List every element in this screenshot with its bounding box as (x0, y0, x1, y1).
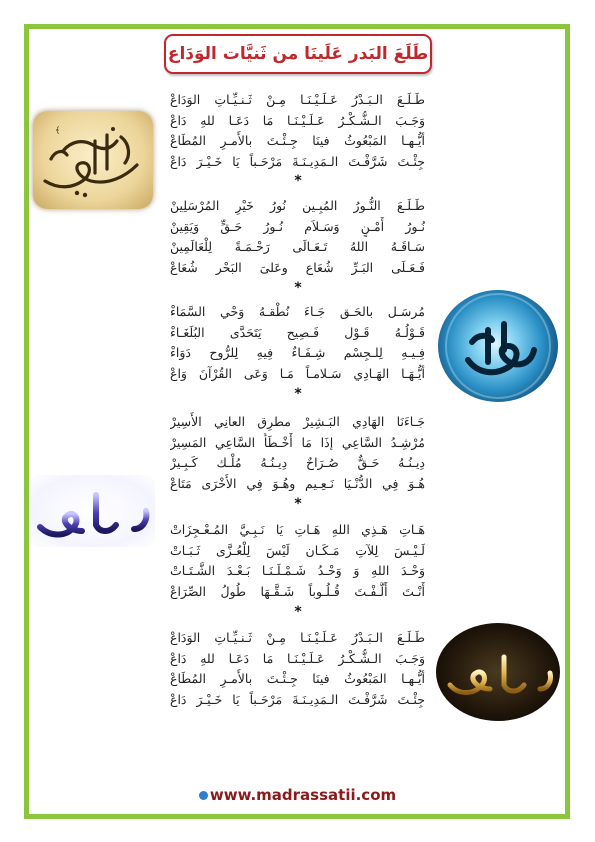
verse-line: وَجَـبَ الـشُّـكْـرُ عَـلَـيْـنَـا مَا دَعَـا للهِ دَاعْ (170, 112, 425, 128)
stanza-4 (170, 412, 425, 494)
footer-website-link[interactable]: www.madrassatii.com (209, 786, 397, 804)
separator-star: * (294, 604, 302, 620)
verse-line: هَـاتِ هَـذِي اللهِ هَـاتِ يَا نَـبِـيَّ المُـعْـجِزَاتْ (170, 522, 425, 537)
verse-line: مُرسَـل بالحَـق جَـاءَ نُطْقـهُ وَحْي السَّمَاءْ (170, 304, 425, 319)
calligraphy-art-1 (33, 111, 153, 209)
separator-star: * (294, 386, 302, 402)
verse-line: فِـيـهِ لِلـجِسْم شِـفَـاءٌ فِيهِ لِلرُّوح دَوَاءْ (170, 345, 425, 360)
calligraphy-art-2 (438, 290, 558, 402)
stanza-5 (170, 520, 425, 602)
separator-star: * (294, 496, 302, 512)
calligraphy-art-4 (436, 623, 560, 721)
verse-line: لَـيْـسَ لِلآتِ مَـكَـان لَيْسَ لِلْعُـزَّى ثَـبَـاتْ (170, 542, 425, 558)
verse-line: دِيـنُـهُ حَـقٌّ صُـرَاحٌ دِيـنُـهُ مُلْـك كَـبِـيرْ (170, 455, 425, 470)
verse-line: جِئْـتَ شَرَّفْـتَ الـمَدِيـنَـةَ مَرْحَـباً يَا خَـيْـرَ دَاعْ (170, 691, 425, 707)
verse-line: قَـوْلُـهُ قَـوْل فَـصِيح يَتَحَدَّى البُلَغَـاءْ (170, 324, 425, 340)
verse-line: وَجَـبَ الـشُّـكْـرُ عَـلَـيْـنَـا مَا دَعَـا للهِ دَاعْ (170, 650, 425, 666)
verse-line: أيُّـهـا المَبْعُوثُ فينَا جِـئْـتَ بالأَمـرِ المُطَاعْ (170, 671, 425, 686)
separator-star: * (294, 280, 302, 296)
verse-line: جِئْـتَ شَرَّفْـتَ الـمَدِيـنَـةَ مَرْحَـباً يَا خَـيْـرَ دَاعْ (170, 153, 425, 169)
svg-text:﴾: ﴾ (55, 126, 61, 136)
calligraphy-image-2 (438, 290, 558, 402)
footer (0, 785, 595, 804)
stanza-3 (170, 302, 425, 384)
verse-line: نُـورُ أَمْـنٍ وَسَـلاَم نُـورُ حَـقٍّ وَيَقِينْ (170, 218, 425, 234)
stanza-1 (170, 90, 425, 172)
verse-line: طَـلَـعَ الـبَـدْرُ عَـلَـيْـنَـا مِـنْ ثَـنـيِّـاتِ الوَدَاعْ (170, 92, 425, 107)
verse-line: جَـاءَنَا الهَادِي البَـشِيرْ مطرِق العانِي الأَسِيرْ (170, 414, 425, 429)
stanza-6 (170, 628, 425, 710)
verse-line: أَنْـتَ أَلَّـفْـتَ قُـلُـوباً شَـقَّـهَا طُولُ الصِّرَاعْ (170, 583, 425, 599)
verse-line: سَـاقَـهُ اللهُ تَـعَـالَى رَحْـمَـةً لِلْعَالَمِينْ (170, 239, 425, 254)
page-title: طَلَعَ البَدر عَلَينَا من ثَنيَّات الوَدَاع (167, 44, 429, 64)
verse-line: فَـعَـلَى البَـرِّ شُعَاع وعَلىَ البَحْر شُعَاعْ (170, 259, 425, 275)
verse-line: طَـلَـعَ الـبَـدْرُ عَـلَـيْـنَـا مِـنْ ثَـنـيِّـاتِ الوَدَاعْ (170, 630, 425, 645)
calligraphy-image-4 (436, 623, 560, 721)
separator-star: * (294, 173, 302, 189)
verse-line: أيُّـهـا المَبْعُوثُ فينَا جِـئْـتَ بالأَمـرِ المُطَاعْ (170, 133, 425, 148)
calligraphy-image-3 (30, 475, 155, 547)
calligraphy-art-3 (30, 475, 155, 547)
verse-line: مُرْشِـدُ السَّاعِي إذَا مَا أَخْـطَأَ السَّاعِي المَسِيرْ (170, 434, 425, 450)
stanza-2 (170, 196, 425, 278)
calligraphy-image-1 (33, 111, 153, 209)
verse-line: وَحْـدَ اللهِ وَ وَحْـدُ شَـمْـلَـنَـا بَـعْـدَ الشَّـتَـاتْ (170, 563, 425, 578)
title-box (164, 34, 432, 74)
globe-icon (199, 791, 208, 800)
verse-line: هُـوَ فِي الدُّنْـيَا نَـعِـيم وهُـوَ فِي الأُخْرَى مَتَاعْ (170, 475, 425, 491)
verse-line: طَـلَـعَ النُّـورُ المُبِـين نُورُ خَيْرِ المُرْسَلِينْ (170, 198, 425, 213)
verse-line: أيُّـهَـا الهَـادِي سَـلامـاً مَـا وَعَى القُرْآنَ وَاعْ (170, 365, 425, 381)
